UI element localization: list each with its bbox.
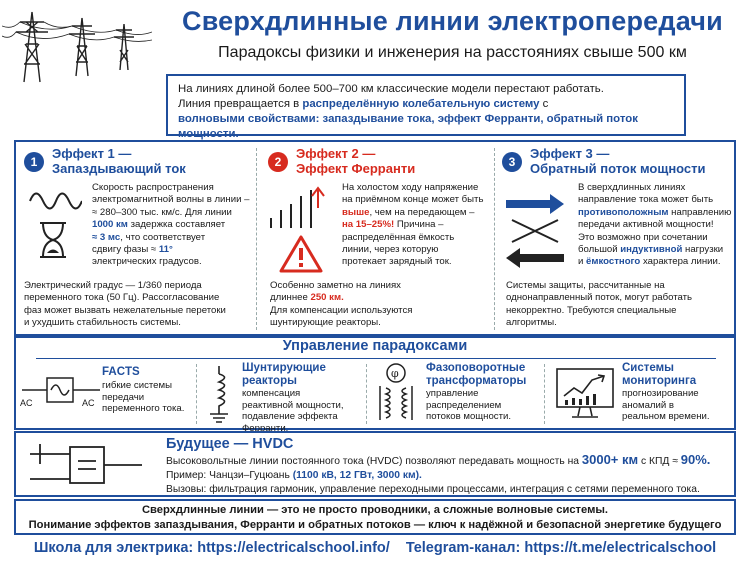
facts-heading-1: FACTS: [102, 366, 140, 378]
effect-2-title: [296, 146, 415, 176]
phi-symbol: φ: [391, 367, 399, 380]
effect-3-text-f-rest: нагрузки: [682, 244, 724, 256]
effect-3-title: [530, 146, 706, 176]
power-pylons-icon: [2, 4, 152, 84]
effect-3-text-c: [578, 207, 736, 219]
effect-1-text: [92, 182, 252, 269]
effect-3-note-4: алгоритмы.: [506, 317, 557, 329]
conclusion-box: [14, 499, 736, 535]
effect-1-text-f-rest: сдвигу фазы ≈: [92, 244, 159, 256]
effect-1-note-2: переменного тока (50 Гц). Рассогласование: [24, 292, 220, 304]
monitoring-text: [622, 388, 734, 423]
hourglass-icon: [36, 220, 70, 260]
effect-2-note-3: Для компенсации используются: [270, 304, 413, 316]
effect-1-note-4: и ухудшить стабильность системы.: [24, 317, 181, 329]
effect-1-text-f: [92, 244, 252, 256]
effect-2-note-2: [270, 292, 490, 304]
phase-text-2: распределением: [426, 399, 502, 411]
ac-left-label: AC: [20, 398, 33, 408]
effect-3-text-e: Это возможно при сочетании: [578, 231, 708, 243]
reactors-text: [242, 388, 364, 434]
effect-2-title-line-1: Эффект 2 —: [296, 146, 376, 161]
effect-2-text-a: На холостом ходу напряжение: [342, 182, 479, 193]
effect-2-note: [270, 280, 490, 330]
effect-1-text-f-bold: 11°: [158, 244, 173, 256]
column-divider: [366, 364, 367, 424]
column-divider: [196, 364, 197, 424]
hvdc-line-2-bold: (1100 кВ, 12 ГВт, 3000 км).: [292, 470, 422, 481]
monitoring-text-2: аномалий в: [622, 399, 674, 411]
facts-text: [102, 380, 194, 415]
phase-shifter-icon: [374, 362, 418, 424]
reactors-heading-1: Шунтирующие: [242, 362, 326, 374]
effect-1-number: 1: [24, 152, 44, 172]
reactors-text-3: подавление эффекта: [242, 411, 338, 423]
effect-1-title-line-2: Запаздывающий ток: [52, 161, 186, 176]
effect-3-text-g-rest: характера линии.: [640, 256, 721, 268]
management-title: Управление парадоксами: [282, 338, 468, 354]
effect-1-text-e-bold: ≈ 3 мс: [92, 231, 121, 243]
effect-2-note-4: шунтирующие реакторы.: [270, 317, 381, 329]
reactors-text-2: реактивной мощности,: [242, 399, 344, 411]
monitoring-heading-1: Системы: [622, 362, 674, 374]
intro-line-3: волновыми свойствами: запаздывание тока, эффект Ферранти, обратный поток мощности.: [178, 113, 638, 140]
effect-3-text-f-pre: большой: [578, 244, 621, 256]
effect-1-text-b: электромагнитной волны в линии –: [92, 194, 250, 206]
hvdc-line-1-pre: Высоковольтные линии постоянного тока (HVDC) позволяют передавать мощность на: [166, 456, 582, 467]
reactors-heading-2: реакторы: [242, 375, 297, 387]
hvdc-text: [166, 453, 731, 497]
effect-2-text-e: распределённая ёмкость: [342, 231, 455, 243]
effect-3-text-d: передачи активной мощности!: [578, 219, 714, 231]
column-divider: [494, 148, 495, 330]
hvdc-line-1: [166, 453, 731, 469]
effect-2-text-c-rest: , чем на передающем –: [369, 206, 475, 218]
effect-1-text-d: [92, 219, 252, 231]
effect-3-title-line-2: Обратный поток мощности: [530, 161, 706, 176]
effect-1-note-3: фаз может вызвать нежелательные перетоки: [24, 304, 226, 316]
effect-3-number: 3: [502, 152, 522, 172]
effect-1-text-a: Скорость распространения: [92, 182, 214, 193]
facts-text-2: передачи: [102, 391, 145, 403]
effect-2-number: 2: [268, 152, 288, 172]
effect-1-text-d-rest: задержка составляет: [127, 219, 226, 231]
effect-2-text-f: линии, через которую: [342, 244, 439, 256]
column-divider: [256, 148, 257, 330]
effect-3-text-g-pre: и: [578, 256, 587, 268]
phase-heading-1: Фазоповоротные: [426, 362, 526, 374]
effect-2-text-d: [342, 219, 492, 231]
monitoring-text-3: реальном времени.: [622, 411, 710, 423]
column-divider: [544, 364, 545, 424]
effect-2-note-2-pre: длиннее: [270, 292, 311, 304]
rising-voltage-icon: [268, 184, 330, 230]
effect-1-title: [52, 146, 186, 176]
effect-3-text-f-bold: индуктивной: [620, 244, 683, 256]
monitoring-heading: [622, 362, 696, 388]
facts-heading: [102, 366, 140, 379]
effect-3-text-f: [578, 244, 736, 256]
reverse-flow-icon: [502, 190, 568, 272]
effect-2-text-b: на приёмном конце может быть: [342, 194, 484, 206]
effect-3-note-3: некорректно. Требуются специальные: [506, 304, 677, 316]
effect-3-text-c-bold: противоположным: [578, 206, 669, 218]
effect-3-text: [578, 182, 736, 269]
management-panel: [14, 336, 736, 434]
effect-3-text-g-bold: ёмкостного: [586, 256, 641, 268]
effect-3-text-a: В сверхдлинных линиях: [578, 182, 686, 193]
facts-text-1: гибкие системы: [102, 380, 172, 391]
reactors-text-1: компенсация: [242, 388, 301, 399]
phase-heading: [426, 362, 526, 388]
management-title-rule: [36, 358, 716, 359]
effects-panel: [14, 140, 736, 336]
reactor-coil-icon: [204, 366, 234, 426]
hvdc-line-2: [166, 469, 731, 483]
effect-2-text-d-rest: Причина –: [394, 219, 444, 231]
effect-2-text-g: протекает зарядный ток.: [342, 256, 452, 268]
effect-1-note-1: Электрический градус — 1/360 периода: [24, 280, 202, 291]
effect-2-text-c-bold: выше: [342, 206, 370, 218]
dc-symbol-icon: [26, 441, 144, 489]
hvdc-line-1-mid: с КПД ≈: [638, 456, 681, 467]
effect-1-text-e: [92, 232, 252, 244]
phase-text: [426, 388, 541, 423]
effect-2-note-1: Особенно заметно на линиях: [270, 280, 401, 291]
effect-1-note: [24, 280, 254, 330]
footer-links[interactable]: Школа для электрика: https://electricalschool.info/ Telegram-канал: https://t.me/electricalschool: [33, 540, 717, 556]
effect-3-text-c-rest: направлению: [668, 206, 732, 218]
effect-2-text: [342, 182, 492, 269]
reactors-text-4: Ферранти.: [242, 422, 289, 434]
conclusion-line-1: Сверхдлинные линии — это не просто проводники, а сложные волновые системы.: [141, 504, 609, 516]
monitoring-heading-2: мониторинга: [622, 375, 697, 387]
warning-icon: [278, 234, 324, 274]
ac-right-label: AC: [82, 398, 95, 408]
hvdc-title: Будущее — HVDC: [166, 436, 294, 452]
effect-2-text-c: [342, 207, 492, 219]
page-title: Сверхдлинные линии электропередачи: [182, 6, 723, 36]
intro-line-1: На линиях длиной более 500–700 км классические модели перестают работать.: [178, 83, 604, 95]
monitoring-text-1: прогнозирование: [622, 388, 699, 399]
intro-line-2-pre: Линия превращается в: [178, 98, 303, 110]
sine-wave-icon: [28, 186, 82, 216]
effect-2-title-line-2: Эффект Ферранти: [296, 161, 416, 176]
effect-2-note-2-bold: 250 км.: [310, 292, 344, 304]
phase-text-3: потоков мощности.: [426, 411, 512, 423]
intro-line-2-bold: распределённую колебательную систему: [302, 98, 540, 110]
intro-line-2: [178, 97, 674, 112]
effect-1-text-c: ≈ 280–300 тыс. км/с. Для линии: [92, 206, 232, 218]
conclusion-line-2: Понимание эффектов запаздывания, Ферранти и обратных потоков — ключ к надёжной и безопасной энергетике будущего: [28, 519, 722, 531]
effect-1-text-d-bold: 1000 км: [92, 219, 128, 231]
phase-heading-2: трансформаторы: [426, 375, 527, 387]
phase-text-1: управление: [426, 388, 479, 399]
page-subtitle: Парадоксы физики и инженерия на расстояниях свыше 500 км: [218, 44, 687, 61]
effect-3-text-b: направление тока может быть: [578, 194, 714, 206]
intro-line-2-post: с: [539, 98, 549, 110]
hvdc-line-1-distance: 3000+ км: [581, 452, 639, 467]
hvdc-line-3: Вызовы: фильтрация гармоник, управление переходными процессами, интеграция с сетями переменного тока.: [166, 484, 700, 495]
facts-device-icon: [20, 364, 102, 420]
effect-3-note: [506, 280, 731, 330]
intro-box: [166, 74, 686, 140]
hvdc-panel: [14, 431, 736, 497]
effect-1-text-e-rest: , что соответствует: [120, 231, 206, 243]
effect-3-title-line-1: Эффект 3 —: [530, 146, 610, 161]
reactors-heading: [242, 362, 326, 388]
hvdc-line-1-efficiency: 90%.: [680, 452, 711, 467]
monitoring-screen-icon: [554, 366, 616, 420]
effect-1-text-g: электрических градусов.: [92, 256, 202, 268]
facts-text-3: переменного тока.: [102, 403, 185, 415]
effect-3-note-1: Системы защиты, рассчитанные на: [506, 280, 665, 291]
effect-1-title-line-1: Эффект 1 —: [52, 146, 132, 161]
effect-2-text-d-bold: на 15–25%!: [342, 219, 395, 231]
hvdc-line-2-pre: Пример: Чанцзи–Гуцюань: [166, 470, 293, 481]
effect-3-note-2: однонаправленный поток, могут работать: [506, 292, 693, 304]
effect-3-text-g: [578, 256, 736, 268]
